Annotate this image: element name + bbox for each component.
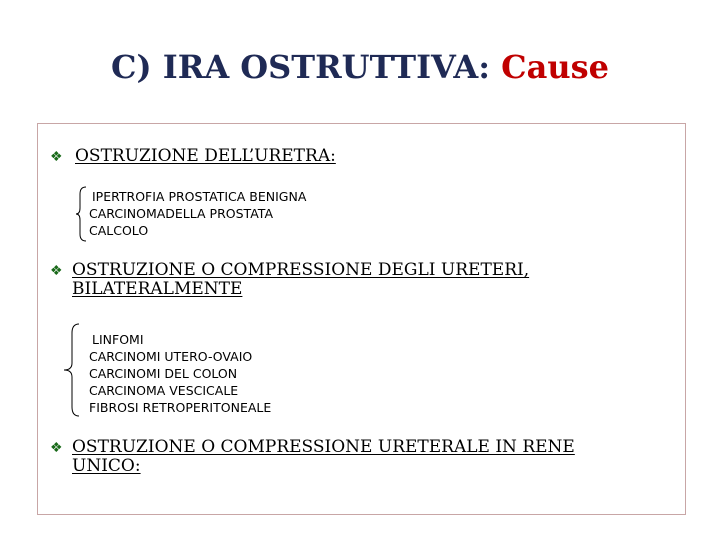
diamond-bullet-icon: ❖	[50, 263, 63, 279]
list-item: CARCINOMA VESCICALE	[89, 383, 239, 398]
list-item: FIBROSI RETROPERITONEALE	[89, 400, 272, 415]
diamond-bullet-icon: ❖	[50, 149, 63, 165]
brace-icon	[76, 186, 88, 242]
list-item: CALCOLO	[89, 223, 149, 238]
section-heading-urethra: OSTRUZIONE DELL’URETRA:	[75, 146, 336, 166]
list-item: IPERTROFIA PROSTATICA BENIGNA	[92, 189, 307, 204]
title-main: C) IRA OSTRUTTIVA:	[111, 48, 491, 86]
list-item: CARCINOMI UTERO-OVAIO	[89, 349, 253, 364]
list-item: CARCINOMI DEL COLON	[89, 366, 238, 381]
section-heading-single-kidney-line1: OSTRUZIONE O COMPRESSIONE URETERALE IN RENE	[72, 437, 575, 457]
brace-icon	[64, 323, 80, 417]
list-item: CARCINOMADELLA PROSTATA	[89, 206, 274, 221]
list-item: LINFOMI	[92, 332, 144, 347]
slide-title	[0, 48, 720, 86]
section-heading-ureters-line2: BILATERALMENTE	[72, 279, 243, 299]
section-heading-ureters-line1: OSTRUZIONE O COMPRESSIONE DEGLI URETERI,	[72, 260, 530, 280]
section-heading-single-kidney-line2: UNICO:	[72, 456, 141, 476]
diamond-bullet-icon: ❖	[50, 440, 63, 456]
title-accent: Cause	[501, 48, 609, 86]
